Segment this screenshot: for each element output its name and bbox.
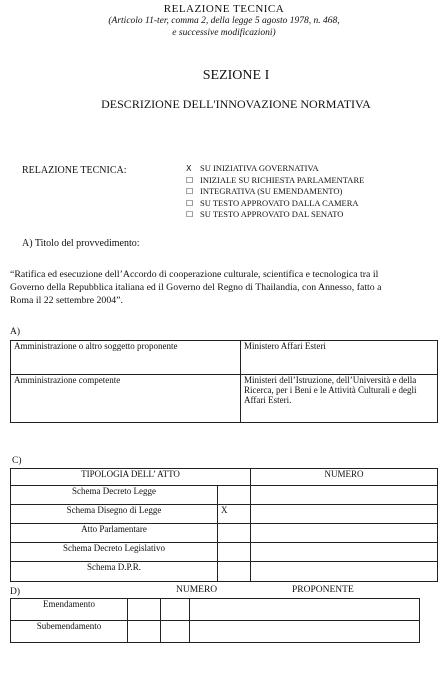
tipologia-mark: [218, 524, 251, 543]
numero-cell: [251, 524, 438, 543]
proponente-cell: [190, 621, 420, 643]
document-subtitle-line2: e successive modificazioni): [172, 28, 276, 38]
section-name: SEZIONE I: [202, 68, 270, 83]
option-mark: X: [186, 164, 192, 173]
emendamento-label: Emendamento: [11, 599, 128, 621]
amministrazione-competente-label: Amministrazione competente: [11, 375, 241, 423]
numero-cell: [161, 621, 190, 643]
table-row: [11, 562, 438, 582]
titolo-text-line3: Roma il 22 settembre 2004”.: [10, 295, 123, 306]
relazione-label: RELAZIONE TECNICA:: [22, 165, 127, 176]
d-numero-header: NUMERO: [176, 585, 218, 595]
option-checkbox: ☐: [186, 187, 194, 196]
amministrazione-proponente-value: [241, 341, 438, 375]
section-b-letter: A): [10, 327, 21, 337]
option-checkbox: ☐: [186, 210, 194, 219]
tipologia-label: Schema Decreto Legislativo: [11, 543, 218, 562]
relazione-option: [186, 209, 364, 221]
numero-cell: [128, 599, 161, 621]
tipologia-mark: [218, 486, 251, 505]
numero-cell: [128, 621, 161, 643]
relazione-option: [186, 198, 364, 210]
relazione-option: [186, 175, 364, 187]
value-line: Ministero Affari Esteri: [244, 341, 326, 351]
tipologia-label: Schema Disegno di Legge: [11, 505, 218, 524]
emendamento-label: Subemendamento: [11, 621, 128, 643]
amministrazione-proponente-label: Amministrazione o altro soggetto proponente: [11, 341, 241, 375]
section-d-letter: D): [10, 587, 21, 597]
numero-cell: [251, 505, 438, 524]
table-row: [11, 599, 420, 621]
titolo-label: A) Titolo del provvedimento:: [22, 238, 140, 249]
numero-cell: [251, 486, 438, 505]
value-line: Ricerca, per i Beni e le Attività Culturali e degli: [244, 385, 417, 395]
value-line: Ministeri dell’Istruzione, dell’Università e della: [244, 375, 417, 385]
option-label: SU TESTO APPROVATO DAL SENATO: [200, 209, 344, 219]
option-label: INTEGRATIVA (SU EMENDAMENTO): [200, 186, 343, 196]
amministrazione-table: [10, 340, 438, 423]
tipologia-label: Atto Parlamentare: [11, 524, 218, 543]
table-row: [11, 341, 438, 375]
numero-cell: [251, 543, 438, 562]
option-checkbox: ☐: [186, 198, 194, 208]
tipologia-mark: [218, 543, 251, 562]
numero-cell: [251, 562, 438, 582]
titolo-text-line2: Governo della Repubblica italiana ed il Governo del Regno di Thailandia, con Annesso, fatto a: [10, 282, 382, 293]
numero-cell: [161, 599, 190, 621]
numero-header: NUMERO: [251, 469, 438, 486]
table-row: [11, 543, 438, 562]
option-label: SU TESTO APPROVATO DALLA CAMERA: [200, 197, 359, 208]
table-row: [11, 469, 438, 486]
d-proponente-header: PROPONENTE: [292, 585, 354, 595]
value-line: Affari Esteri.: [244, 395, 292, 405]
table-row: [11, 375, 438, 423]
tipologia-mark: X: [218, 505, 251, 524]
tipologia-table: [10, 468, 438, 582]
option-checkbox: ☐: [186, 175, 194, 185]
section-c-letter: C): [12, 456, 22, 466]
table-row: [11, 486, 438, 505]
table-row: [11, 505, 438, 524]
relazione-option: [186, 186, 364, 198]
tipologia-label: Schema D.P.R.: [11, 562, 218, 582]
table-row: [11, 524, 438, 543]
relazione-options: [186, 163, 364, 221]
tipologia-mark: [218, 562, 251, 582]
option-label: INIZIALE SU RICHIESTA PARLAMENTARE: [200, 174, 365, 185]
document-title: RELAZIONE TECNICA: [163, 3, 285, 15]
section-heading: DESCRIZIONE DELL'INNOVAZIONE NORMATIVA: [101, 97, 371, 111]
table-row: [11, 621, 420, 643]
proponente-cell: [190, 599, 420, 621]
tipologia-label: Schema Decreto Legge: [11, 486, 218, 505]
titolo-text-line1: “Ratifica ed esecuzione dell’Accordo di cooperazione culturale, scientifica e tecnologica tra il: [10, 269, 379, 280]
amministrazione-competente-value: [241, 375, 438, 423]
option-label: SU INIZIATIVA GOVERNATIVA: [200, 163, 319, 173]
relazione-option: [186, 163, 364, 175]
tipologia-header: TIPOLOGIA DELL’ ATTO: [11, 469, 251, 486]
emendamento-table: [10, 598, 420, 643]
document-subtitle-line1: (Articolo 11-ter, comma 2, della legge 5 agosto 1978, n. 468,: [108, 16, 340, 26]
